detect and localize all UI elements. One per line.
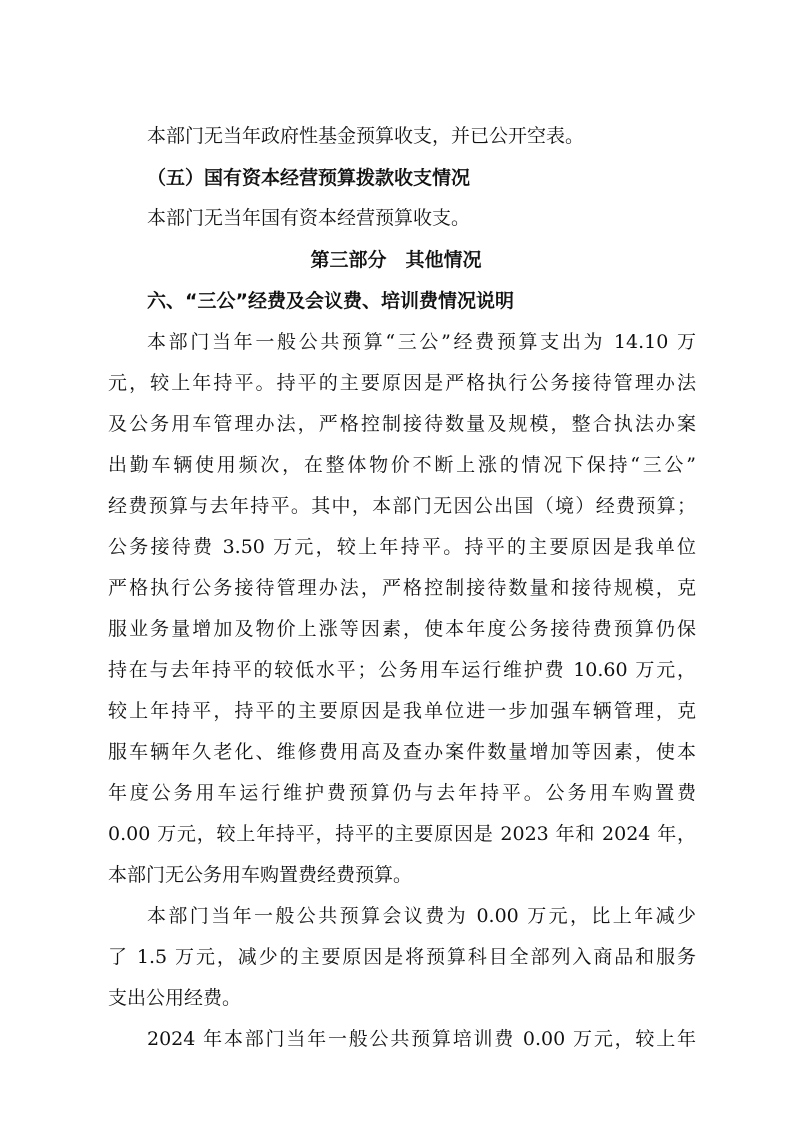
paragraph-line: 严格执行公务接待管理办法，严格控制接待数量和接待规模，克 [108,577,696,599]
paragraph-line: 本部门无当年政府性基金预算收支，并已公开空表。 [147,125,585,147]
paragraph-line: 较上年持平，持平的主要原因是我单位进一步加强车辆管理，克 [108,700,696,722]
paragraph-line: 支出公用经费。 [108,987,242,1009]
section-heading: （五）国有资本经营预算拨款收支情况 [147,167,471,189]
paragraph-line: 本部门当年一般公共预算会议费为 0.00 万元，比上年减少 [147,905,696,927]
paragraph-line: 服车辆年久老化、维修费用高及查办案件数量增加等因素，使本 [108,741,696,763]
section-heading: 六、“三公”经费及会议费、培训费情况说明 [147,290,514,312]
paragraph-line: 年度公务用车运行维护费预算仍与去年持平。公务用车购置费 [108,782,696,804]
paragraph-line: 公务接待费 3.50 万元，较上年持平。持平的主要原因是我单位 [108,536,696,558]
paragraph-line: 了 1.5 万元，减少的主要原因是将预算科目全部列入商品和服务 [108,946,696,968]
paragraph-line: 服业务量增加及物价上涨等因素，使本年度公务接待费预算仍保 [108,618,696,640]
paragraph-line: 及公务用车管理办法，严格控制接待数量及规模，整合执法办案 [108,413,696,435]
paragraph-line: 元，较上年持平。持平的主要原因是严格执行公务接待管理办法 [108,372,696,394]
part-title: 第三部分 其他情况 [310,249,482,271]
paragraph-line: 0.00 万元，较上年持平，持平的主要原因是 2023 年和 2024 年， [108,823,696,845]
paragraph-line: 本部门当年一般公共预算“三公”经费预算支出为 14.10 万 [147,331,696,353]
paragraph-line: 本部门无公务用车购置费经费预算。 [108,864,413,886]
paragraph-line: 持在与去年持平的较低水平；公务用车运行维护费 10.60 万元， [108,659,696,681]
paragraph-line: 本部门无当年国有资本经营预算收支。 [147,207,471,229]
paragraph-line: 出勤车辆使用频次，在整体物价不断上涨的情况下保持“三公” [108,454,696,476]
paragraph-line: 经费预算与去年持平。其中，本部门无因公出国（境）经费预算； [108,495,696,517]
paragraph-line: 2024 年本部门当年一般公共预算培训费 0.00 万元，较上年 [147,1028,696,1050]
